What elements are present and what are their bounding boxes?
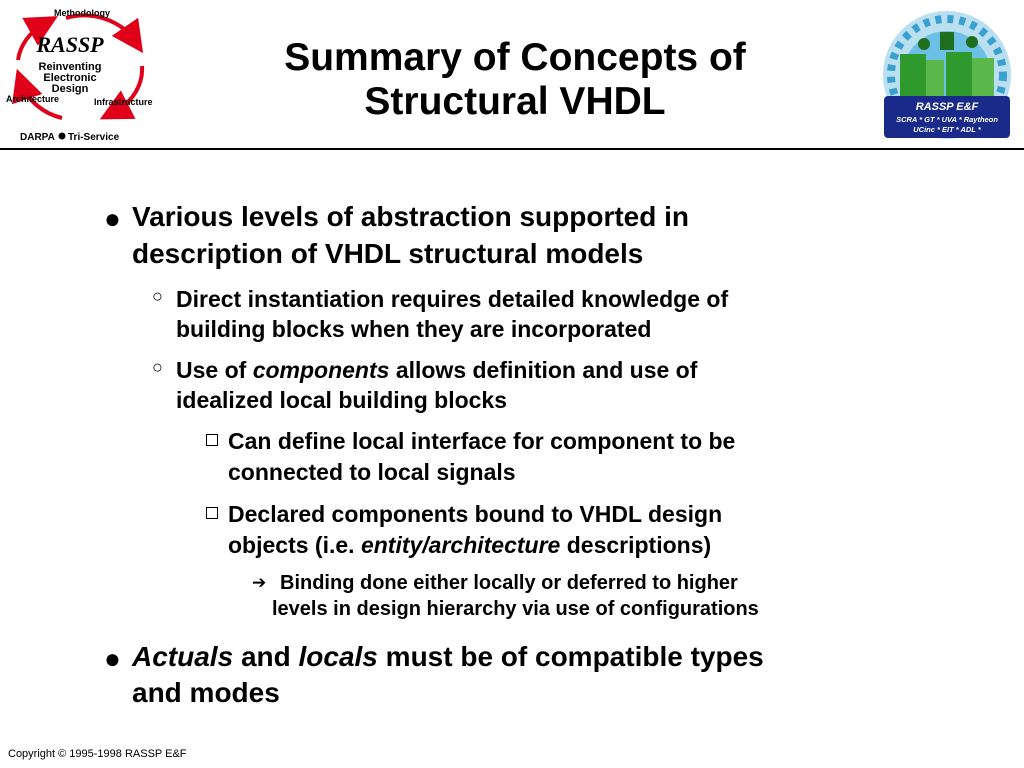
bullet-1b-line-1 — [176, 357, 697, 384]
bullet-1-line-2: description of VHDL structural models — [132, 238, 644, 269]
arrow-bullet-icon: ➔ — [252, 573, 267, 592]
square-bullet-icon — [206, 434, 218, 446]
bullet-2-post: must be of compatible types — [385, 641, 764, 672]
header-divider — [0, 148, 1024, 150]
bullet-1b2-post: descriptions) — [566, 532, 712, 558]
bullet-1-line-1: Various levels of abstraction supported in — [132, 201, 690, 232]
logo-line2: Electronic — [43, 72, 97, 84]
title-line-1: Summary of Concepts of — [284, 36, 746, 79]
logo-dot-icon — [59, 133, 66, 140]
bullet-1a-line-2: building blocks when they are incorporated — [176, 316, 652, 342]
logo-triservice-label: Tri-Service — [68, 132, 120, 143]
bullet-1b2-em: entity/architecture — [360, 532, 561, 558]
logo-methodology-label: Methodology — [54, 8, 110, 18]
bullet-2-line-1 — [132, 641, 764, 673]
bullet-1b-line-2: idealized local building blocks — [176, 387, 508, 413]
bullet-1b-em: components — [252, 357, 390, 383]
title-line-2: Structural VHDL — [364, 79, 666, 123]
bullet-1b1-line-1: Can define local interface for component to be — [228, 428, 736, 454]
disc-bullet-icon: ● — [104, 203, 121, 234]
bullet-1b2a-line-2: levels in design hierarchy via use of configurations — [272, 598, 759, 620]
logo-ef-line2: UCinc * EIT * ADL * — [913, 125, 981, 134]
logo-line3: Design — [51, 83, 89, 95]
bullet-1b2-line-1: Declared components bound to VHDL design — [228, 501, 723, 527]
logo-ef-line1: SCRA * GT * UVA * Raytheon — [896, 115, 998, 124]
bullet-1a-line-1: Direct instantiation requires detailed knowledge of — [176, 286, 729, 312]
bullet-1b-post: allows definition and use of — [395, 357, 698, 383]
rassp-ef-logo — [880, 8, 1014, 142]
bullet-1b2-line-2 — [228, 532, 711, 559]
logo-architecture-label: Architecture — [6, 94, 60, 104]
logo-line1: Reinventing — [38, 61, 102, 73]
logo-darpa-label: DARPA — [20, 132, 55, 143]
bullet-1b1-line-2: connected to local signals — [228, 459, 516, 485]
logo-rassp-name: RASSP — [36, 32, 104, 57]
bullet-2-and: and — [240, 641, 291, 672]
square-bullet-icon — [206, 507, 218, 519]
logo-ef-name: RASSP E&F — [915, 101, 979, 113]
circle-bullet-icon: ○ — [152, 286, 163, 306]
bullet-2-line-2: and modes — [132, 677, 280, 708]
copyright-text: Copyright © 1995-1998 RASSP E&F — [8, 748, 187, 760]
bullet-2-em-actuals: Actuals — [132, 641, 234, 672]
bullet-1b-pre: Use of — [176, 357, 247, 383]
rassp-logo — [4, 4, 164, 146]
bullet-1b2a-line-1: Binding done either locally or deferred to higher — [280, 572, 738, 594]
logo-infrastructure-label: Infrastructure — [94, 97, 153, 107]
bullet-2-em-locals: locals — [298, 641, 378, 672]
disc-bullet-icon: ● — [104, 643, 121, 674]
page-title — [190, 36, 840, 123]
circle-bullet-icon: ○ — [152, 357, 163, 377]
bullet-1b2-pre: objects (i.e. — [228, 532, 355, 558]
